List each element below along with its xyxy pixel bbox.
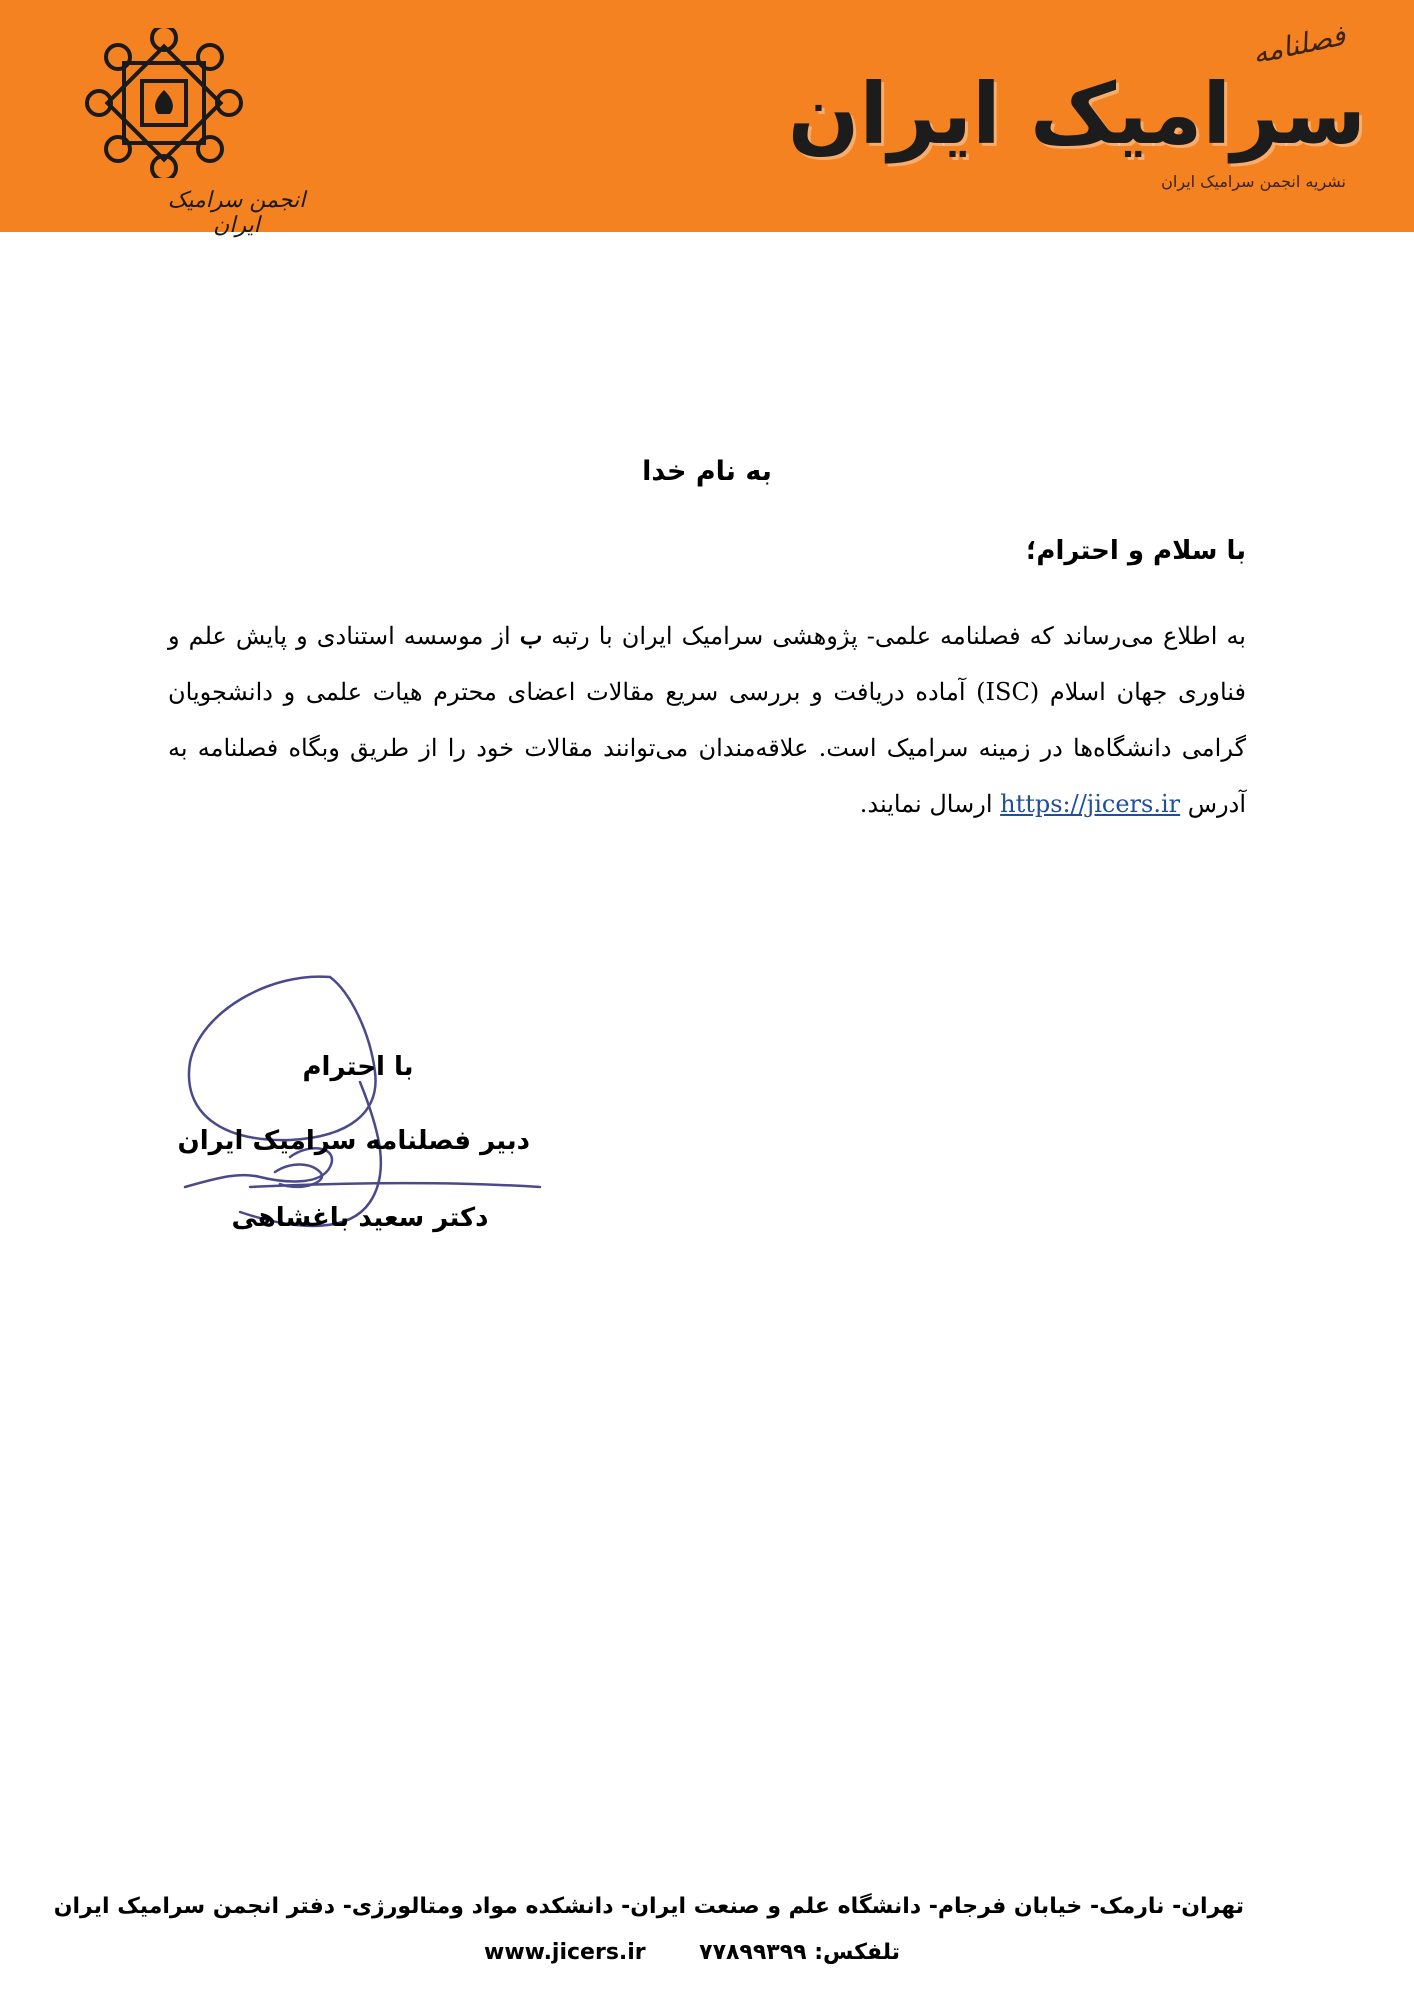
- body-part-1: به اطلاع می‌رساند که فصلنامه علمی- پژوهشی سرامیک ایران با رتبه: [542, 622, 1246, 650]
- footer-phone: تلفکس: ۷۷۸۹۹۳۹۹: [699, 1940, 900, 1965]
- journal-logo: [787, 18, 1374, 204]
- journal-kind: فصلنامه: [1249, 18, 1349, 71]
- closing-line: با احترام: [302, 1052, 414, 1082]
- body-part-2: از موسسه استنادی و پایش علم و فناوری جهان اسلام (ISC) آماده دریافت و بررسی سریع مقالات اعضای محترم هیات علمی و دانشجویان گرامی دانشگاه‌ها در زمینه سرامیک است. علاقه‌مندان می‌توانند مقالات خود را از طریق وبگاه فصلنامه به آدرس: [168, 622, 1246, 818]
- body-part-3: ارسال نمایند.: [859, 790, 1001, 818]
- footer-address: تهران- نارمک- خیابان فرجام- دانشگاه علم و صنعت ایران- دانشکده مواد ومتالورژی- دفتر انجمن سرامیک ایران: [53, 1894, 1244, 1919]
- salutation: با سلام و احترام؛: [1025, 536, 1246, 566]
- journal-grade: ب: [519, 621, 543, 650]
- footer-website[interactable]: www.jicers.ir: [484, 1940, 646, 1965]
- journal-subtitle: نشریه انجمن سرامیک ایران: [1161, 172, 1346, 191]
- signer-title: دبیر فصلنامه سرامیک ایران: [177, 1126, 530, 1156]
- footer-contact: [440, 1940, 940, 1980]
- journal-title: سرامیک ایران: [787, 65, 1366, 163]
- society-name: انجمن سرامیک ایران: [167, 188, 306, 238]
- journal-website-link[interactable]: https://jicers.ir: [1000, 790, 1181, 818]
- signer-name: دکتر سعید باغشاهی: [231, 1203, 489, 1233]
- bismillah-heading: به نام خدا: [642, 456, 772, 487]
- society-logo: [72, 28, 306, 238]
- star-ornament-icon: [72, 28, 257, 178]
- letter-body: [168, 608, 1246, 832]
- header-banner: [0, 0, 1414, 238]
